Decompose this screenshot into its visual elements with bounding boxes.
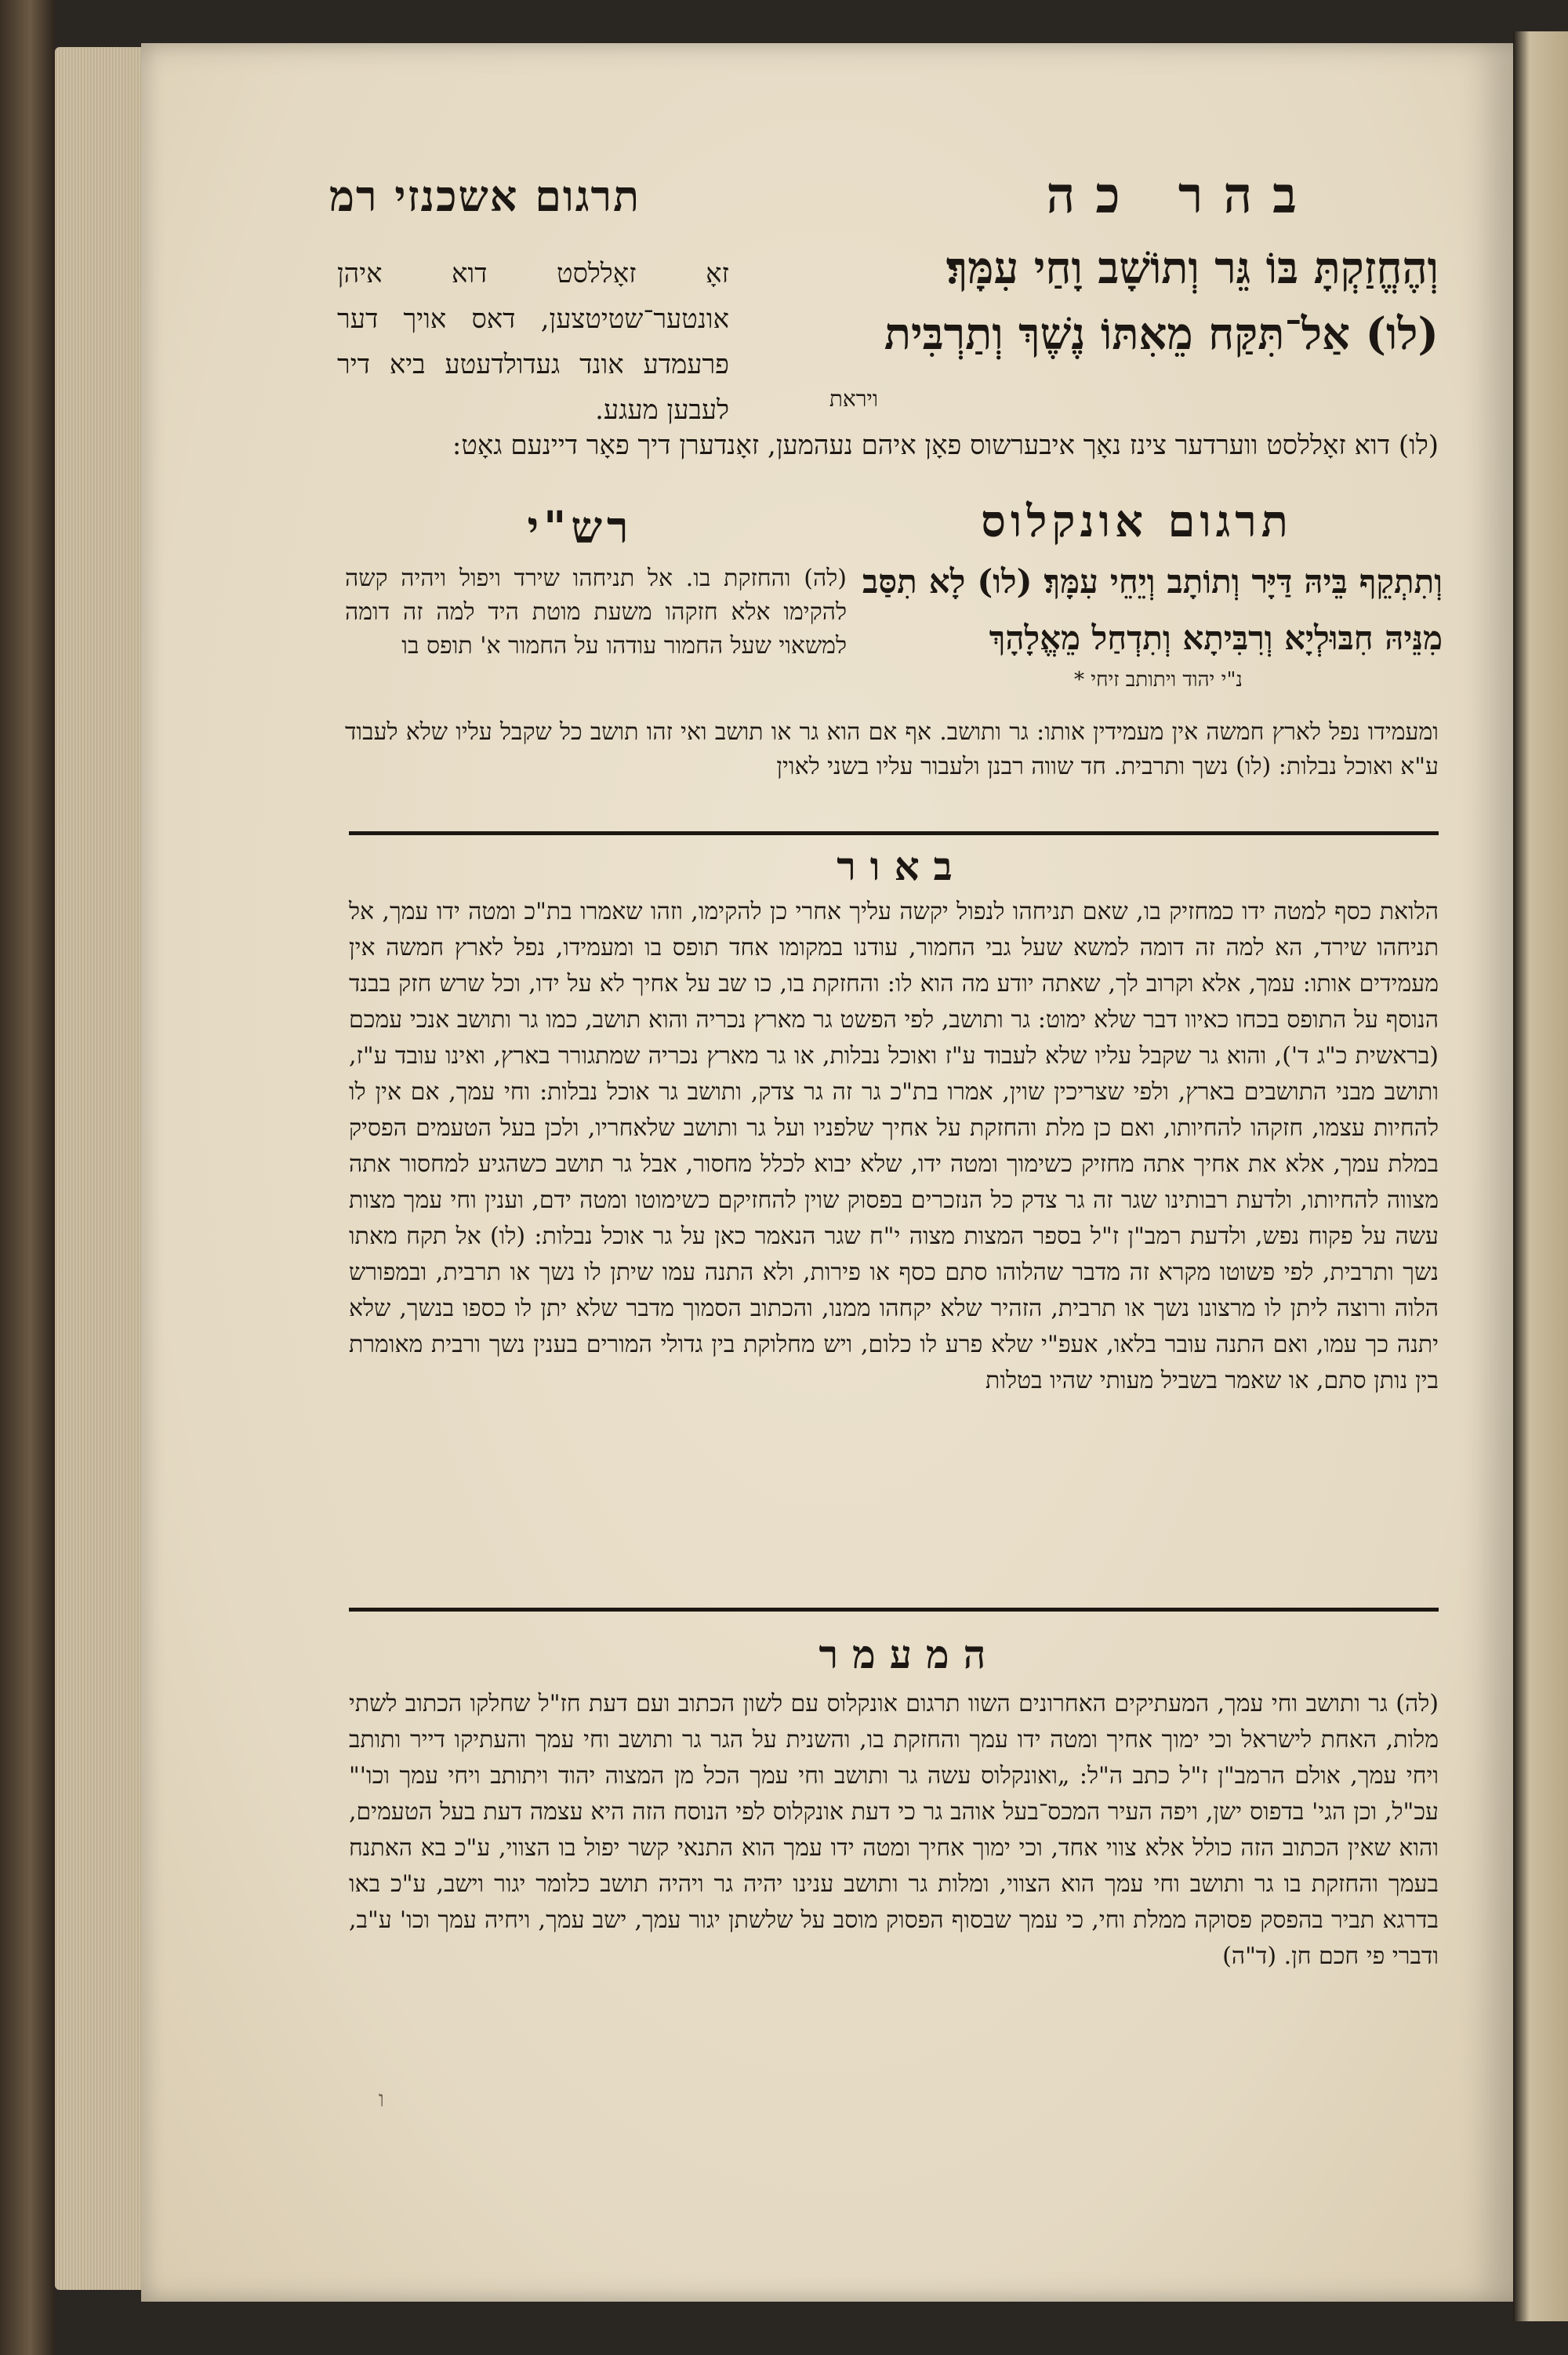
book-binding [0, 0, 55, 2355]
rashi-commentary-continued: ומעמידו נפל לארץ חמשה אין מעמידין אותו: גר ותושב. אף אם הוא גר או תושב ואי זהו תושב כל שקבל עליו שלא לעבוד ע"א ואוכל נבלות: (לו) נשך ותרבית. חד שווה רבנן ולעבור עליו בשני לאוין [345, 718, 1439, 780]
section-divider [349, 1608, 1439, 1612]
meamar-commentary: (לה) גר ותושב וחי עמך, המעתיקים האחרונים השוו תרגום אונקלוס עם לשון הכתוב ועם דעת חז"ל שחלקו הכתוב לשתי מלות, האחת לישראל וכי ימוך אחיך ומטה ידו עמך והחזקת בו, והשנית על הגר גר ותושב וחי עמך והעתיקו דייר ותותב ויחי עמך, אולם הרמב"ן ז"ל כתב ה"ל: „ואונקלוס עשה גר ותושב וחי עמך הכל מן המצוה יהוד ויתותב ויחי עמך וכו'" עכ"ל, וכן הגי' בדפוס ישן, ויפה העיר המכס־בעל אוהב גר כי דעת אונקלוס לפי הנוסח הזה היא עצמה דעת בעל הטעמים, והוא שאין הכתוב הזה כולל אלא צווי אחד, וכי ימוך אחיך ומטה ידו עמך הוא התנאי קשר יפול בו הצווי, ע"כ בא האתנח בעמך והחזקת בו גר ותושב וחי עמך הוא הצווי, ומלות גר ותושב ענינו יהיה גר ויהיה תושב כלומר יגור וישב, ע"כ באו בדרגא תביר בהפסק פסוקה ממלת וחי, כי עמך שבסוף הפסוק מוסב על שלשתן יגור עמך, ישב עמך, ויחיה עמך וכו' ע"ב, ודברי פי חכם חן. (ד"ה) [349, 1690, 1439, 1970]
german-translation-35: זאָ זאָללסט דוא איהן אונטער־שטיטצען, דאס אויך דער פרעמדע אונד געדולדעטע ביא דיר לעבען מעגע. [337, 258, 729, 426]
facing-page-edge [1513, 31, 1568, 2321]
section-divider [349, 831, 1439, 835]
running-header-left: תרגום אשכנזי רמ [329, 171, 641, 221]
verse-line-1: וְהֶחֱזַקְתָּ בּוֹ גֵּר וְתוֹשָׁב וָחַי עִמָּךְ׃ [946, 242, 1439, 294]
scripture-verse [749, 235, 1439, 367]
rashi-heading: רש"י [527, 502, 633, 554]
meamar-heading: המעמר [818, 1631, 1000, 1677]
biur-commentary: הלואת כסף למטה ידו כמחזיק בו, שאם תניחהו לנפול יקשה עליך אחרי כן להקימו, וזהו שאמרו בת"כ ומטה ידו עמך, אל תניחהו שירד, הא למה זה דומה למשא שעל גבי החמור, עודנו במקומו אחד תופס בו ומעמידו, נפל לארץ חמשה אין מעמידים אותו: עמך, אלא וקרוב לך, שאתה יודע מה הוא לו: והחזקת בו, כו שב על אחיך לא על ידו, וכל שרש חזק בבנד הנוסף על התופס בכחו כאיוו דבר שלא ימוט: גר ותושב, לפי הפשט גר מארץ נכריה והוא תושב, כמו גר ותושב אנכי עמכם (בראשית כ"ג ד'), והוא גר שקבל עליו שלא לעבוד ע"ז ואוכל נבלות, או גר מארץ נכריה שמתגורר בארץ, ואינו עובד ע"ז, ותושב מבני התושבים בארץ, ולפי שצריכין שוין, אמרו בת"כ גר זה גר צדק, ותושב גר אוכל נבלות: וחי עמך, אם אין לו להחיות עצמו, חזקהו להחיותו, ואם כן מלת והחזקת על אחיך שלפניו ועל גר ותושב שלאחריו, ולכן בעל הטעמים הפסיק במלת עמך, אלא את אחיך אתה מחזיק כשימוך ומטה ידו, שלא יבוא לכלל מחסור, אבל גר תושב כשהגיע למחסור אתה מצווה להחיותו, ולדעת רבותינו שגר זה גר צדק כל הנזכרים בפסוק שוין להחזיקם כשימוטו ומטה ידם, וענין וחי עמך מצות עשה על פקוח נפש, ולדעת רמב"ן ז"ל בספר המצות מצוה י"ח שגר הנאמר כאן על גר אוכל נבלות: (לו) אל תקח מאתו נשך ותרבית, לפי פשוטו מקרא זה מדבר שהלוהו סתם כסף או פירות, ולא התנה עמו שיתן לו נשך או תרבית, ובמפורש הלוה ורוצה ליתן לו מרצונו נשך או תרבית, הזהיר שלא יקחהו ממנו, והכתוב הסמוך מדבר שלא יתן לו כספו בנשך, שלא יתנה כך עמו, ואם התנה עובר בלאו, אעפ"י שלא פרע לו כלום, ויש מחלוקת בין גדולי המורים בענין נשך ורבית מאומרת בין נותן סתם, או שאמר בשביל מעותי שהיו בטלות [349, 898, 1439, 1394]
onkelos-translation: וְתִתְקֵף בֵּיהּ דַּיָּר וְתוֹתָב וְיֵחֵי עִמָּךְ׃ (לו) לָא תִסַּב מִנֵּיהּ חִבּוּלְיָא וְרִבִּיתָא וְתִדְחַל מֵאֱלָהָךְ [862, 562, 1443, 657]
page-mark: ו [378, 2086, 384, 2112]
onkelos-heading: תרגום אונקלוס [981, 496, 1293, 547]
rashi-commentary: (לה) והחזקת בו. אל תניחהו שירד ויפול ויהיה קשה להקימו אלא חזקהו משעת מוטת היד למה זה דומה למשאוי שעל החמור עודהו על החמור א' תופס בו [345, 565, 847, 660]
verse-line-2: (לו) אַל־תִּקַּח מֵאִתּוֹ נֶשֶׁךְ וְתַרְבִּית [884, 308, 1439, 360]
biur-heading: באור [837, 843, 967, 889]
running-header-right: בהר כה [1046, 166, 1317, 225]
verse-catchword: ויראת [829, 386, 878, 412]
page-edges [55, 47, 141, 2290]
german-translation-36: (לו) דוא זאָללסט ווערדער צינז נאָך איבערשוס פאָן איהם נעהמען, זאָנדערן דיך פאָר דיינעם גאָט: [452, 430, 1439, 461]
onkelos-footnote: * נ"י יהוד ויתותב זיחי [1074, 668, 1243, 692]
